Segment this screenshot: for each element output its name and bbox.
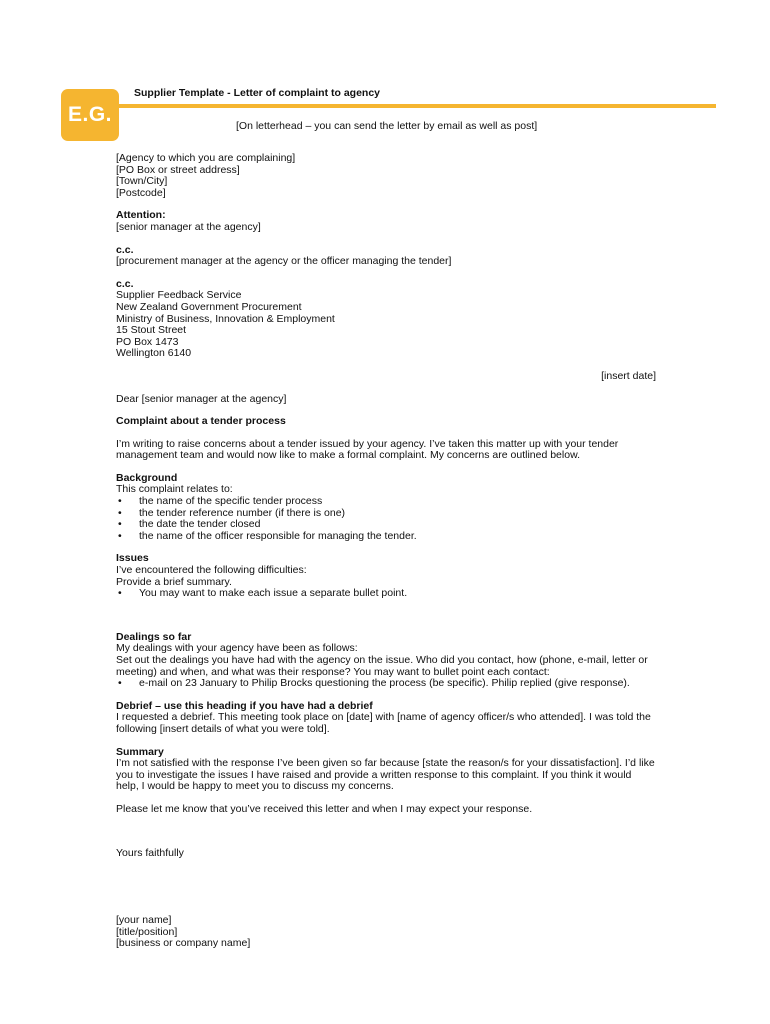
issues-line: Provide a brief summary.: [116, 575, 232, 588]
list-item: • the name of the specific tender process: [116, 496, 656, 508]
list-item: • the name of the officer responsible for managing the tender.: [116, 531, 656, 543]
background-list: [116, 496, 656, 542]
cc-line: PO Box 1473: [116, 335, 179, 348]
debrief-text: I requested a debrief. This meeting took place on [date] with [name of agency officer/s who attended]. I was told the following [insert details of what you were told].: [116, 711, 651, 735]
issues-heading: Issues: [116, 552, 149, 565]
signature-line: [business or company name]: [116, 937, 251, 950]
issues-line: I’ve encountered the following difficulties:: [116, 564, 307, 577]
dealings-heading: Dealings so far: [116, 630, 192, 643]
list-item: • You may want to make each issue a separate bullet point.: [116, 588, 656, 600]
letterhead-note: [On letterhead – you can send the letter by email as well as post]: [236, 120, 538, 132]
background-lead: This complaint relates to:: [116, 483, 233, 496]
cc-line: Ministry of Business, Innovation & Employment: [116, 312, 335, 325]
subject-line: Complaint about a tender process: [116, 415, 286, 428]
summary-heading: Summary: [116, 745, 164, 758]
cc-label: c.c.: [116, 277, 134, 290]
list-item: • the tender reference number (if there is one): [116, 508, 656, 520]
cc-line: Supplier Feedback Service: [116, 289, 242, 302]
list-item: • e-mail on 23 January to Philip Brocks questioning the process (be specific). Philip replied (give response).: [116, 678, 656, 690]
header-rule: [119, 104, 716, 108]
attention-value: [senior manager at the agency]: [116, 220, 261, 233]
document-title: Supplier Template - Letter of complaint to agency: [134, 87, 381, 99]
dealings-list: [116, 678, 656, 690]
background-heading: Background: [116, 471, 178, 484]
dealings-line: Set out the dealings you have had with the agency on the issue. Who did you contact, how (phone, e-mail, letter or meeting) and when, and what was their response? You may want to bullet point each contact:: [116, 654, 648, 678]
recipient-address: [116, 153, 656, 199]
issues-list: [116, 588, 656, 600]
signature-line: [title/position]: [116, 925, 178, 938]
debrief-heading: Debrief – use this heading if you have had a debrief: [116, 699, 373, 712]
salutation: Dear [senior manager at the agency]: [116, 392, 287, 405]
cc-label: c.c.: [116, 243, 134, 256]
intro-paragraph: I’m writing to raise concerns about a tender issued by your agency. I’ve taken this matter up with your tender management team and would now like to make a formal complaint. My concerns are outlined below.: [116, 437, 619, 462]
signature-line: [your name]: [116, 914, 172, 927]
cc-line: Wellington 6140: [116, 347, 192, 360]
cc-value: [procurement manager at the agency or the officer managing the tender]: [116, 255, 452, 268]
address-line: [Agency to which you are complaining]: [116, 152, 296, 164]
summary-text: I’m not satisfied with the response I’ve been given so far because [state the reason/s for your dissatisfaction]. I’d like you to investigate the issues I have raised and provide a written response to this complaint. If you think it would help, I would be happy to meet you to discuss my concerns.: [116, 757, 655, 793]
eg-badge: [61, 89, 119, 141]
list-item: • the date the tender closed: [116, 519, 656, 531]
address-line: [Postcode]: [116, 186, 166, 199]
address-line: [PO Box or street address]: [116, 163, 240, 176]
address-line: [Town/City]: [116, 175, 168, 188]
cc-line: New Zealand Government Procurement: [116, 300, 302, 313]
dealings-line: My dealings with your agency have been as follows:: [116, 642, 358, 655]
eg-badge-text: E.G.: [67, 103, 112, 126]
signoff: Yours faithfully: [116, 846, 184, 859]
attention-label: Attention:: [116, 209, 166, 222]
letter-date: [insert date]: [601, 369, 656, 382]
closing-request: Please let me know that you’ve received this letter and when I may expect your response.: [116, 802, 533, 815]
cc-line: 15 Stout Street: [116, 324, 187, 337]
letter-body: [116, 153, 656, 950]
